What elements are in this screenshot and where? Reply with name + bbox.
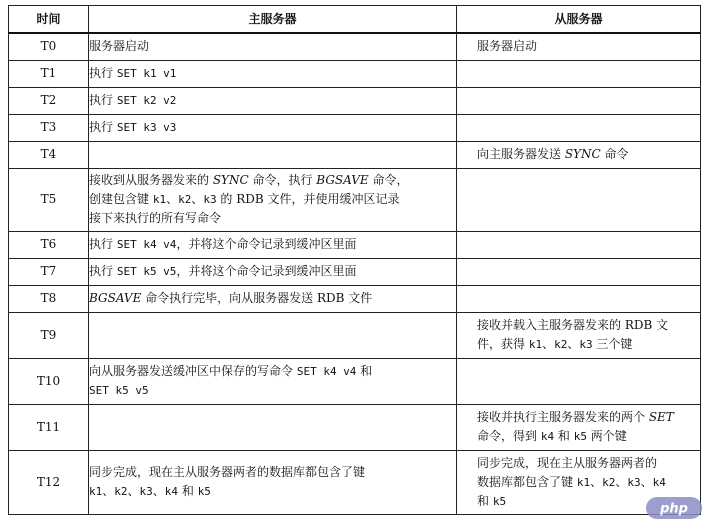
table-row: [9, 358, 701, 404]
table-row: [9, 168, 701, 231]
table-row: [9, 258, 701, 285]
time-cell: T4: [9, 141, 89, 168]
cell-text: 命令: [600, 147, 629, 161]
master-cell-line: [89, 463, 456, 482]
cell-text: 、: [567, 337, 580, 351]
slave-cell: [457, 285, 701, 312]
master-cell-line: [89, 209, 456, 228]
cell-text: 和: [356, 364, 373, 378]
watermark-text: php: [660, 501, 688, 517]
master-cell: [89, 358, 457, 404]
command-name-text: BGSAVE: [89, 291, 142, 305]
master-cell-line: [89, 262, 456, 281]
master-cell-line: [89, 381, 456, 400]
cell-text: 服务器启动: [89, 39, 150, 54]
table-row: [9, 285, 701, 312]
cell-text: 三个键: [592, 337, 633, 351]
code-text: k1: [89, 485, 103, 498]
master-cell: [89, 285, 457, 312]
cell-text: 命令，得到: [477, 429, 541, 443]
slave-cell-line: [477, 316, 692, 335]
slave-cell: [457, 60, 701, 87]
slave-cell: [457, 358, 701, 404]
cell-text: 接收并载入主服务器发来的 RDB 文: [477, 318, 669, 332]
table-row: [9, 404, 701, 450]
slave-cell-line: [477, 335, 692, 354]
code-text: SET k5 v5: [116, 265, 177, 278]
time-cell: T11: [9, 404, 89, 450]
table-row: [9, 60, 701, 87]
table-row: [9, 141, 701, 168]
slave-cell: [457, 168, 701, 231]
slave-cell-line: [477, 473, 692, 492]
code-text: SET k4 v4: [296, 365, 357, 378]
master-cell-line: [89, 289, 456, 308]
master-cell: [89, 450, 457, 514]
cell-text: 、: [152, 484, 165, 498]
cell-text: 件，获得: [477, 337, 529, 351]
cell-text: 命令执行完毕，向从服务器发送 RDB 文件: [141, 291, 373, 305]
command-name-text: BGSAVE: [316, 173, 369, 187]
code-text: k3: [203, 193, 217, 206]
master-cell: [89, 87, 457, 114]
cell-text: 执行: [89, 237, 117, 251]
code-text: SET k3 v3: [116, 121, 177, 134]
code-text: SET k2 v2: [116, 94, 177, 107]
code-text: k3: [627, 475, 641, 489]
table-header-row: [9, 6, 701, 34]
cell-text: 执行: [89, 93, 117, 107]
master-cell-line: [89, 482, 456, 501]
table-row: [9, 312, 701, 358]
command-name-text: SYNC: [212, 173, 249, 187]
code-text: k1: [576, 475, 591, 489]
column-header-time: 时间: [9, 6, 89, 34]
cell-text: 的 RDB 文件，并使用缓冲区记录: [216, 192, 400, 206]
code-text: k2: [178, 193, 192, 206]
time-cell: T5: [9, 168, 89, 231]
table-row: [9, 450, 701, 514]
slave-cell-line: [477, 37, 692, 56]
cell-text: 同步完成，现在主从服务器两者的: [477, 455, 658, 470]
code-text: k1: [528, 338, 543, 351]
cell-text: ，并将这个命令记录到缓冲区里面: [176, 237, 357, 251]
cell-text: 、: [590, 474, 603, 489]
master-cell: [89, 404, 457, 450]
command-name-text: SYNC: [564, 147, 601, 161]
slave-cell-line: [477, 454, 692, 473]
slave-cell: [457, 114, 701, 141]
master-cell-line: [89, 64, 456, 83]
replication-timeline-table: [8, 5, 701, 515]
code-text: k2: [602, 475, 616, 489]
cell-text: 、: [640, 474, 653, 489]
slave-cell-line: [477, 408, 692, 427]
code-text: k3: [139, 485, 153, 498]
cell-text: 、: [102, 484, 115, 498]
php-logo-icon: [646, 497, 702, 519]
cell-text: 接收并执行主服务器发来的两个: [477, 410, 649, 424]
cell-text: 和: [554, 429, 574, 443]
master-cell: [89, 258, 457, 285]
table-row: [9, 231, 701, 258]
slave-cell: [457, 258, 701, 285]
cell-text: 执行: [89, 66, 117, 80]
command-name-text: SET: [648, 410, 674, 424]
master-cell-line: [89, 235, 456, 254]
time-cell: T3: [9, 114, 89, 141]
cell-text: 命令，: [368, 173, 409, 187]
cell-text: 命令，执行: [248, 173, 317, 187]
slave-cell: [457, 312, 701, 358]
time-cell: T9: [9, 312, 89, 358]
time-cell: T0: [9, 33, 89, 60]
code-text: k5: [197, 485, 211, 498]
code-text: k4: [164, 485, 179, 498]
cell-text: 向主服务器发送: [477, 147, 565, 161]
code-text: SET k5 v5: [89, 384, 149, 397]
column-header-master: 主服务器: [89, 6, 457, 34]
cell-text: 和: [477, 493, 493, 508]
time-cell: T12: [9, 450, 89, 514]
cell-text: 数据库都包含了键: [477, 474, 577, 489]
cell-text: 创建包含键: [89, 192, 153, 206]
master-cell-line: [89, 91, 456, 110]
table-row: [9, 33, 701, 60]
time-cell: T1: [9, 60, 89, 87]
cell-text: 两个键: [586, 429, 627, 443]
master-cell: [89, 33, 457, 60]
slave-cell: [457, 33, 701, 60]
slave-cell-line: [477, 145, 692, 164]
cell-text: 接下来执行的所有写命令: [89, 211, 222, 225]
master-cell: [89, 312, 457, 358]
master-cell: [89, 114, 457, 141]
master-cell-line: [89, 362, 456, 381]
code-text: SET k1 v1: [116, 67, 177, 80]
master-cell-line: [89, 37, 456, 56]
table-body: [9, 33, 701, 514]
table-row: [9, 87, 701, 114]
time-cell: T6: [9, 231, 89, 258]
cell-text: 、: [542, 337, 555, 351]
master-cell: [89, 141, 457, 168]
code-text: k4: [540, 430, 555, 443]
cell-text: 、: [615, 474, 628, 489]
code-text: k4: [652, 475, 666, 489]
code-text: k2: [114, 485, 128, 498]
master-cell-line: [89, 118, 456, 137]
cell-text: ，并将这个命令记录到缓冲区里面: [176, 264, 357, 278]
master-cell-line: [89, 171, 456, 190]
master-cell: [89, 60, 457, 87]
code-text: k5: [492, 494, 507, 508]
column-header-slave: 从服务器: [457, 6, 701, 34]
time-cell: T2: [9, 87, 89, 114]
slave-cell: [457, 404, 701, 450]
master-cell: [89, 231, 457, 258]
code-text: k2: [554, 338, 568, 351]
master-cell: [89, 168, 457, 231]
cell-text: 执行: [89, 264, 117, 278]
time-cell: T8: [9, 285, 89, 312]
code-text: k5: [573, 430, 587, 443]
master-cell-line: [89, 190, 456, 209]
code-text: k1: [152, 193, 167, 206]
table-row: [9, 114, 701, 141]
time-cell: T10: [9, 358, 89, 404]
slave-cell-line: [477, 427, 692, 446]
code-text: k3: [579, 338, 593, 351]
cell-text: 、: [127, 484, 140, 498]
cell-text: 同步完成，现在主从服务器两者的数据库都包含了键: [89, 465, 366, 479]
slave-cell: [457, 141, 701, 168]
cell-text: 接收到从服务器发来的: [89, 173, 213, 187]
cell-text: 服务器启动: [477, 39, 538, 54]
slave-cell: [457, 231, 701, 258]
cell-text: 向从服务器发送缓冲区中保存的写命令: [89, 364, 297, 378]
time-cell: T7: [9, 258, 89, 285]
cell-text: 和: [178, 484, 198, 498]
slave-cell: [457, 87, 701, 114]
cell-text: 执行: [89, 120, 117, 134]
cell-text: 、: [166, 192, 179, 206]
code-text: SET k4 v4: [116, 238, 177, 251]
cell-text: 、: [191, 192, 204, 206]
